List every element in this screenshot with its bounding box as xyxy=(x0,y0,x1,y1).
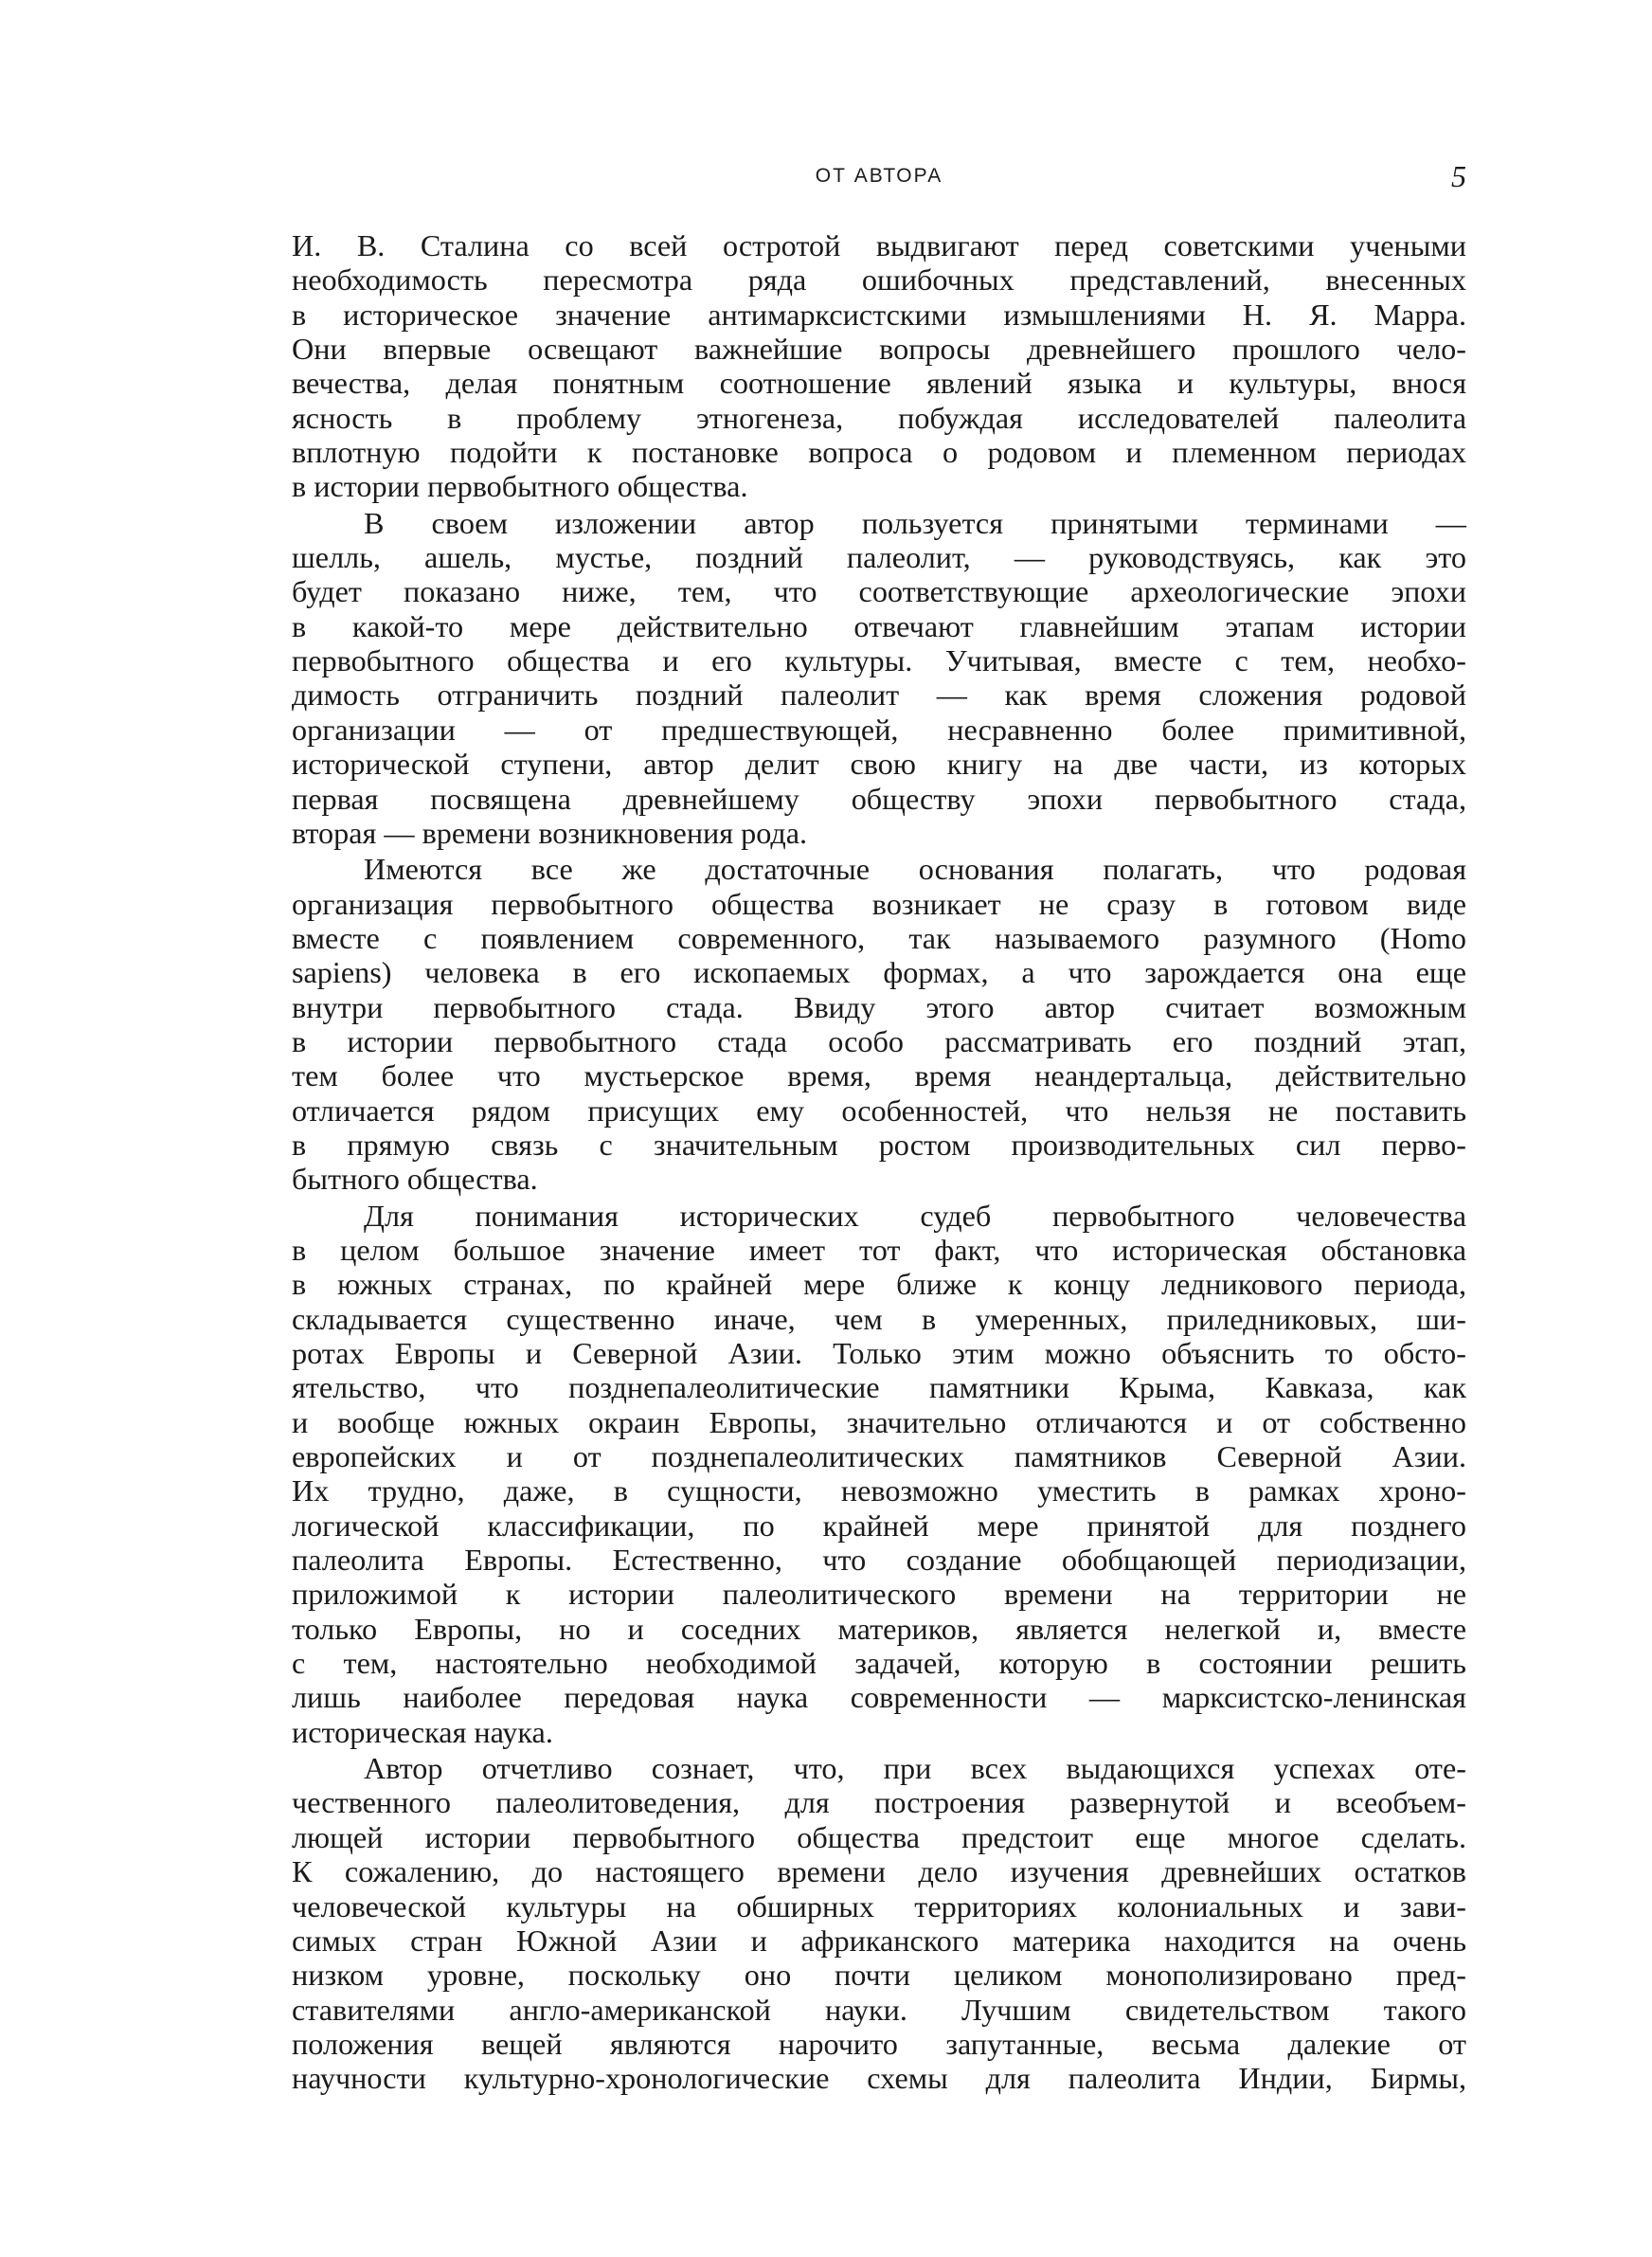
text-line: в целом большое значение имеет тот факт, что историческая обстановка xyxy=(292,1232,1466,1267)
text-line: отличается рядом присущих ему особенностей, что нельзя не поставить xyxy=(292,1092,1466,1128)
main-text xyxy=(292,228,1466,2096)
text-line: европейских и от позднепалеолитических памятников Северной Азии. xyxy=(292,1439,1466,1474)
text-line: тем более что мустьерское время, время неандертальца, действительно xyxy=(292,1058,1466,1093)
text-line: исторической ступени, автор делит свою книгу на две части, из которых xyxy=(292,747,1466,782)
paragraph xyxy=(292,228,1466,504)
text-line: человеческой культуры на обширных территориях колониальных и зави- xyxy=(292,1888,1466,1923)
text-line: первобытного общества и его культуры. Учитывая, вместе с тем, необхо- xyxy=(292,643,1466,678)
text-line: ятельство, что позднепалеолитические памятники Крыма, Кавказа, как xyxy=(292,1370,1466,1405)
text-line: симых стран Южной Азии и африканского материка находится на очень xyxy=(292,1923,1466,1958)
text-line: вечества, делая понятным соотношение явлений языка и культуры, внося xyxy=(292,366,1466,401)
text-line: будет показано ниже, тем, что соответствующие археологические эпохи xyxy=(292,574,1466,609)
text-line: историческая наука. xyxy=(292,1714,553,1749)
text-line: В своем изложении автор пользуется принятыми терминами — xyxy=(364,505,1466,540)
text-line: Для понимания исторических судеб первобытного человечества xyxy=(364,1198,1466,1233)
text-line: организация первобытного общества возникает не сразу в готовом виде xyxy=(292,886,1466,921)
text-line: приложимой к истории палеолитического времени на территории не xyxy=(292,1577,1466,1612)
text-line: И. В. Сталина со всей остротой выдвигают перед советскими учеными xyxy=(292,228,1466,262)
text-line: лющей истории первобытного общества предстоит еще многое сделать. xyxy=(292,1819,1466,1854)
text-line: димость отграничить поздний палеолит — как время сложения родовой xyxy=(292,677,1466,713)
text-line: научности культурно-хронологические схемы для палеолита Индии, Бирмы, xyxy=(292,2061,1466,2096)
text-line: ротах Европы и Северной Азии. Только этим можно объяснить то обсто- xyxy=(292,1336,1466,1370)
text-line: бытного общества. xyxy=(292,1162,538,1197)
text-line: с тем, настоятельно необходимой задачей, которую в состоянии решить xyxy=(292,1646,1466,1681)
text-line: sapiens) человека в его ископаемых формах, а что зарождается она еще xyxy=(292,955,1466,990)
text-line: Они впервые освещают важнейшие вопросы древнейшего прошлого чело- xyxy=(292,332,1466,367)
text-line: необходимость пересмотра ряда ошибочных представлений, внесенных xyxy=(292,262,1466,298)
text-line: в прямую связь с значительным ростом производительных сил перво- xyxy=(292,1127,1466,1162)
text-line: шелль, ашель, мустье, поздний палеолит, — руководствуясь, как это xyxy=(292,540,1466,575)
running-head xyxy=(292,157,1466,195)
text-line: в истории первобытного стада особо рассматривать его поздний этап, xyxy=(292,1023,1466,1058)
paragraph xyxy=(292,852,1466,1196)
text-line: первая посвящена древнейшему обществу эпохи первобытного стада, xyxy=(292,781,1466,816)
text-line: только Европы, но и соседних материков, является нелегкой и, вместе xyxy=(292,1611,1466,1646)
text-line: логической классификации, по крайней мере принятой для позднего xyxy=(292,1508,1466,1543)
text-line: внутри первобытного стада. Ввиду этого автор считает возможным xyxy=(292,989,1466,1024)
running-title: ОТ АВТОРА xyxy=(815,165,943,187)
text-line: вплотную подойти к постановке вопроса о родовом и племенном периодах xyxy=(292,435,1466,470)
text-line: организации — от предшествующей, несравненно более примитивной, xyxy=(292,712,1466,747)
text-line: в какой-то мере действительно отвечают главнейшим этапам истории xyxy=(292,608,1466,643)
page-number: 5 xyxy=(1451,159,1466,193)
text-line: складывается существенно иначе, чем в умеренных, приледниковых, ши- xyxy=(292,1301,1466,1336)
text-line: вторая — времени возникновения рода. xyxy=(292,815,808,850)
text-line: ясность в проблему этногенеза, побуждая исследователей палеолита xyxy=(292,400,1466,435)
text-line: К сожалению, до настоящего времени дело изучения древнейших остатков xyxy=(292,1854,1466,1889)
text-line: Автор отчетливо сознает, что, при всех выдающихся успехах оте- xyxy=(364,1751,1466,1786)
paragraph xyxy=(292,1199,1466,1750)
text-line: лишь наиболее передовая наука современности — марксистско-ленинская xyxy=(292,1680,1466,1715)
text-line: вместе с появлением современного, так называемого разумного (Homo xyxy=(292,920,1466,955)
text-line: ставителями англо-американской науки. Лучшим свидетельством такого xyxy=(292,1992,1466,2027)
text-line: Их трудно, даже, в сущности, невозможно уместить в рамках хроно- xyxy=(292,1473,1466,1508)
text-line: Имеются все же достаточные основания полагать, что родовая xyxy=(364,852,1466,887)
text-line: в историческое значение антимарксистскими измышлениями Н. Я. Марра. xyxy=(292,297,1466,332)
text-line: палеолита Европы. Естественно, что создание обобщающей периодизации, xyxy=(292,1543,1466,1578)
paragraph xyxy=(292,506,1466,850)
text-line: в истории первобытного общества. xyxy=(292,469,748,504)
text-line: в южных странах, по крайней мере ближе к концу ледникового периода, xyxy=(292,1267,1466,1302)
text-line: положения вещей являются нарочито запутанные, весьма далекие от xyxy=(292,2026,1466,2061)
text-line: низком уровне, поскольку оно почти целиком монополизировано пред- xyxy=(292,1958,1466,1993)
paragraph xyxy=(292,1751,1466,2095)
text-line: и вообще южных окраин Европы, значительно отличаются и от собственно xyxy=(292,1404,1466,1439)
text-line: чественного палеолитоведения, для построения развернутой и всеобъем- xyxy=(292,1785,1466,1820)
